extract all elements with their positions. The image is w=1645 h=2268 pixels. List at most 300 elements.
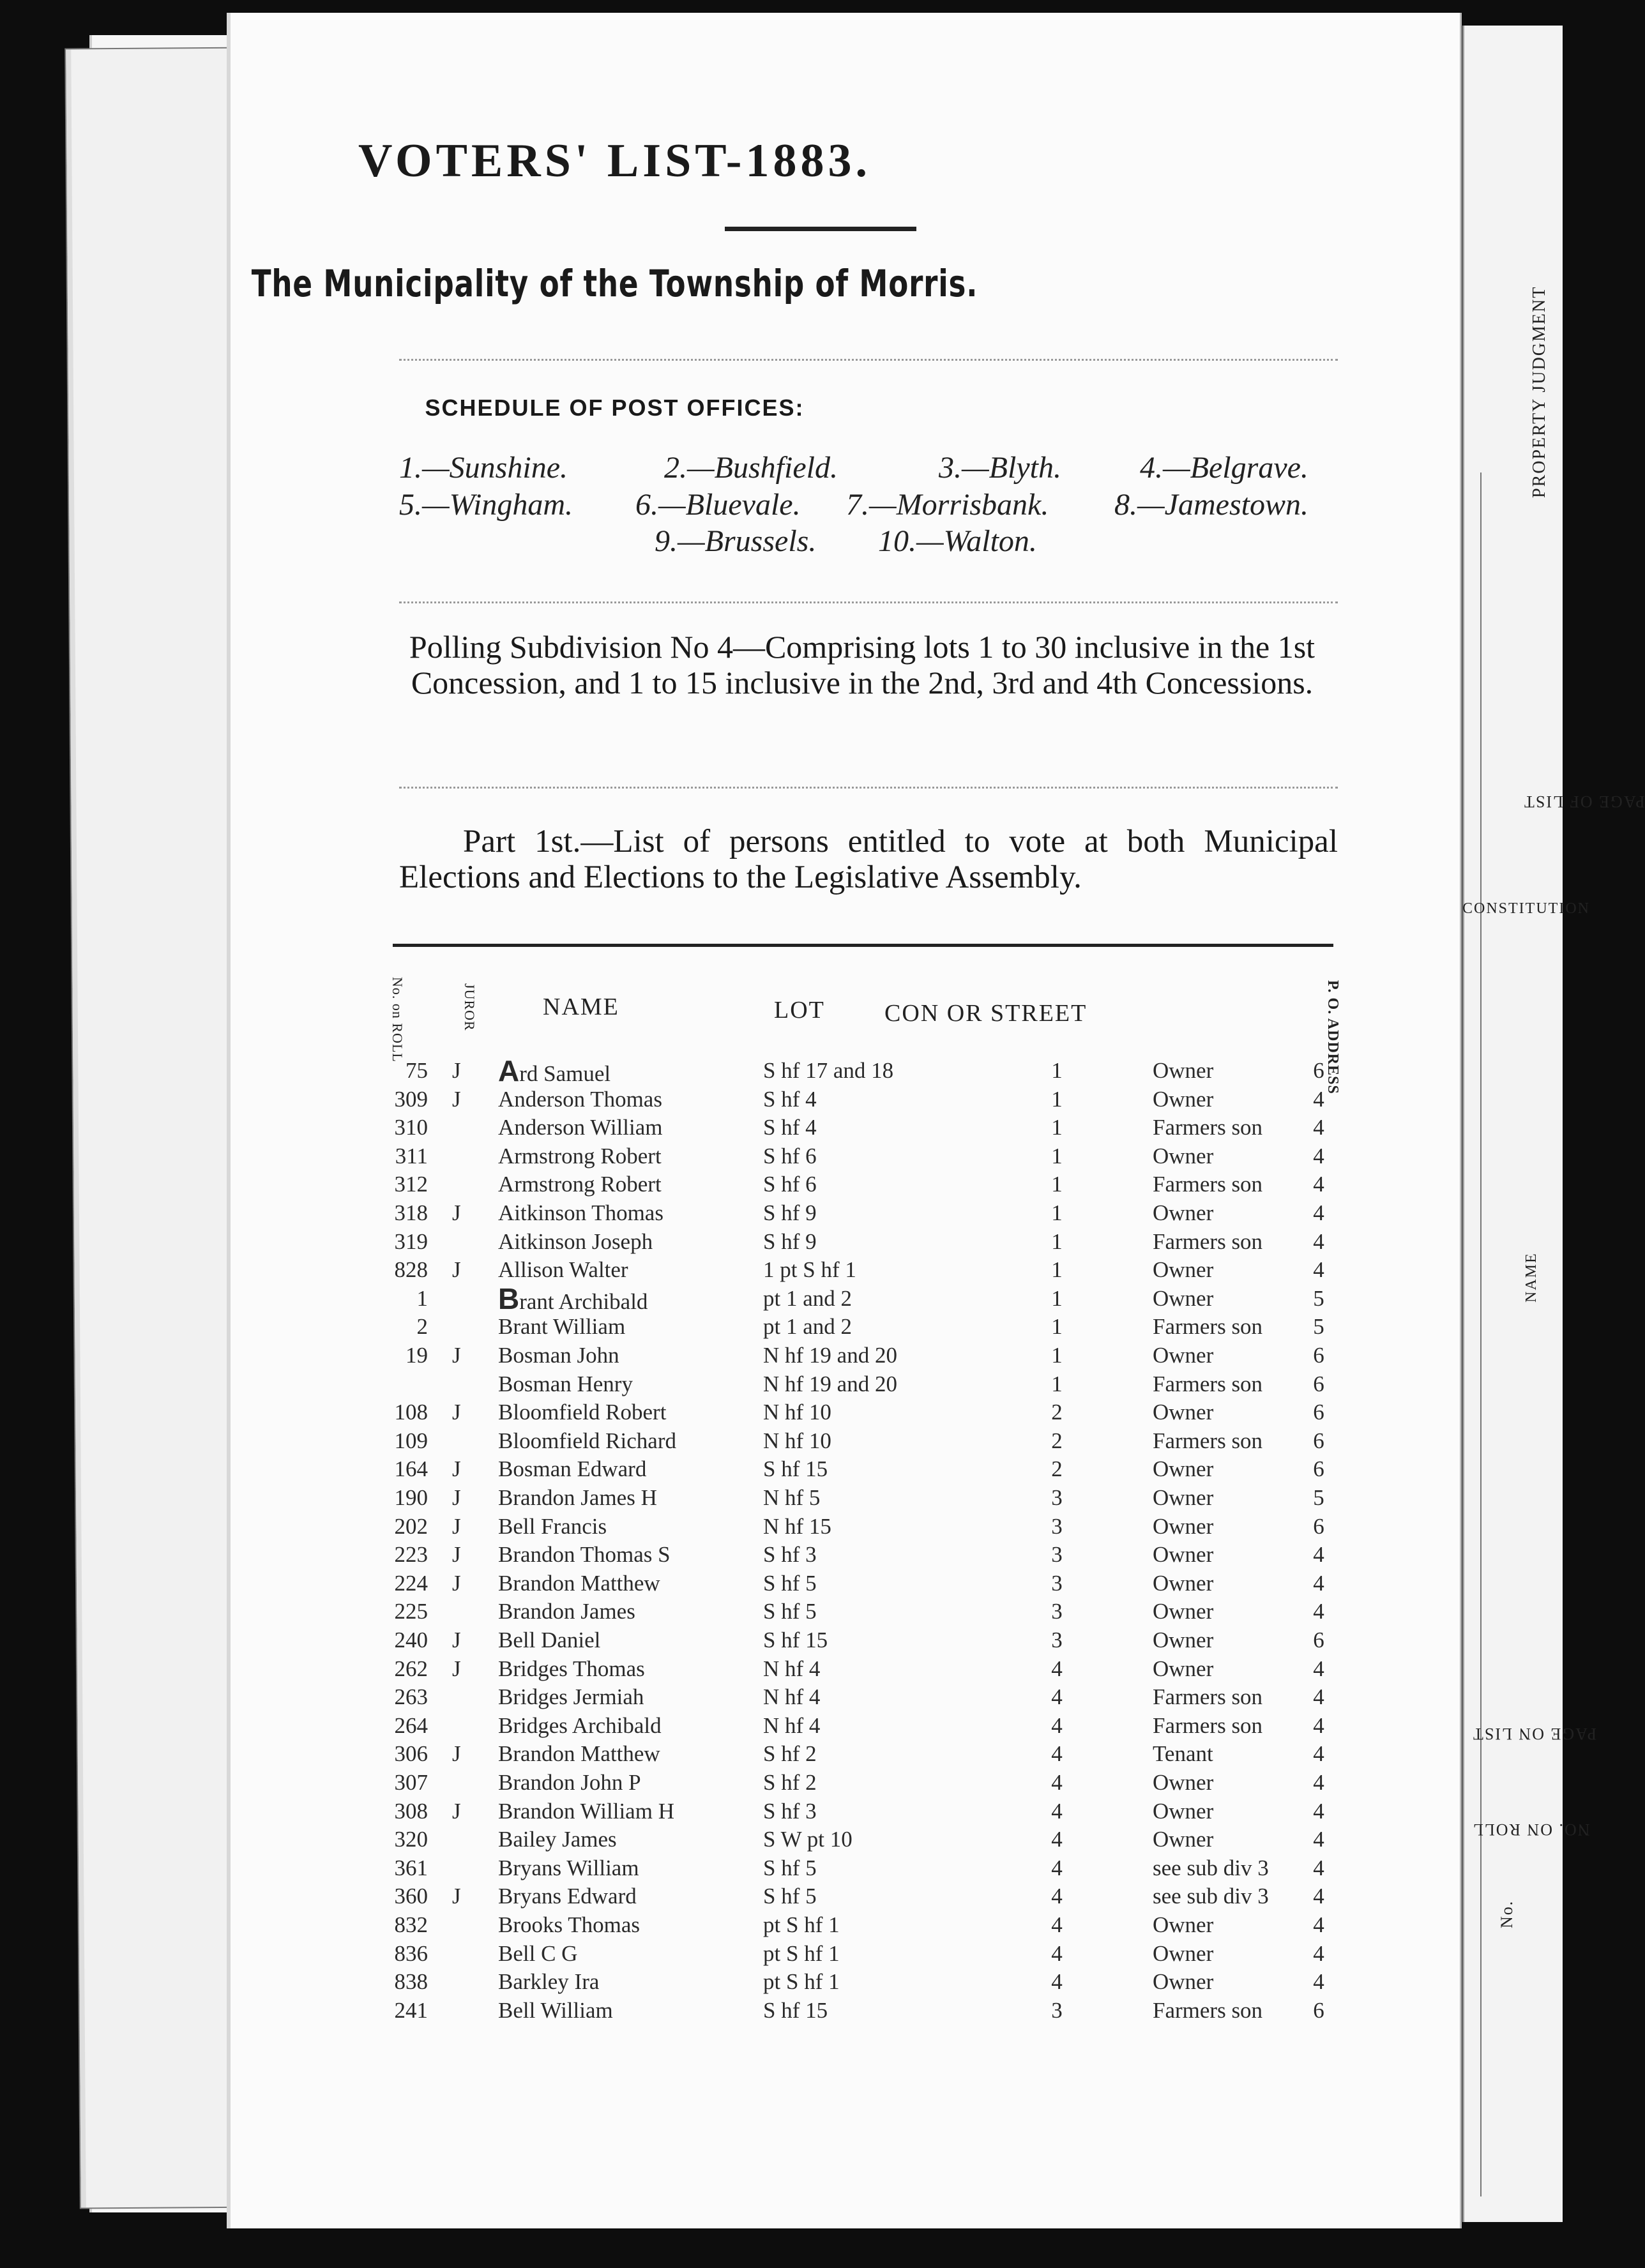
qualification-cell: see sub div 3 bbox=[1153, 1884, 1269, 1909]
polling-subdivision-text: Polling Subdivision No 4—Comprising lots 1 to 30 inclusive in the 1st Concession, and 1 to 15 inclusive in the 2nd, 3rd and 4th Concessions. bbox=[409, 629, 1315, 700]
roll-number-cell: 262 bbox=[394, 1656, 428, 1681]
table-row bbox=[0, 1683, 1324, 1711]
letter-initial: B bbox=[498, 1281, 520, 1315]
concession-cell: 1 bbox=[1051, 1200, 1063, 1225]
roll-number-cell: 2 bbox=[416, 1314, 428, 1340]
po-address-cell: 4 bbox=[1313, 1940, 1324, 1966]
name-cell bbox=[498, 1598, 635, 1626]
name-text: Bell Daniel bbox=[498, 1628, 601, 1652]
name-text: Brandon William H bbox=[498, 1798, 674, 1824]
name-text: Bell William bbox=[498, 1997, 613, 2023]
table-row bbox=[0, 1228, 1324, 1256]
adjacent-header-property: PROPERTY JUDGMENT bbox=[1529, 285, 1549, 498]
qualification-cell: Owner bbox=[1153, 1798, 1214, 1824]
name-cell bbox=[498, 1769, 641, 1797]
qualification-cell: Owner bbox=[1153, 1628, 1214, 1652]
concession-cell: 4 bbox=[1051, 1969, 1063, 1995]
table-row bbox=[0, 1797, 1324, 1826]
qualification-cell: Farmers son bbox=[1153, 1371, 1263, 1396]
post-office-6: 6.—Bluevale. bbox=[635, 488, 801, 522]
roll-number-cell: 838 bbox=[394, 1969, 428, 1995]
header-roll-no: No. on ROLL bbox=[390, 977, 406, 1062]
qualification-cell: Owner bbox=[1153, 1827, 1214, 1852]
concession-cell: 1 bbox=[1051, 1058, 1063, 1083]
po-address-cell: 6 bbox=[1313, 1400, 1324, 1425]
qualification-cell: Farmers son bbox=[1153, 1314, 1263, 1340]
name-cell bbox=[498, 1484, 657, 1512]
qualification-cell: Owner bbox=[1153, 1400, 1214, 1425]
name-cell bbox=[498, 1370, 633, 1398]
table-row bbox=[0, 1313, 1324, 1341]
juror-cell: J bbox=[452, 1058, 461, 1083]
po-address-cell: 4 bbox=[1313, 1172, 1324, 1197]
po-address-cell: 5 bbox=[1313, 1285, 1324, 1311]
name-text: Brandon James H bbox=[498, 1485, 657, 1510]
juror-cell: J bbox=[452, 1343, 461, 1368]
schedule-heading: SCHEDULE OF POST OFFICES: bbox=[425, 395, 805, 421]
post-office-9: 9.—Brussels. bbox=[655, 524, 817, 558]
lot-cell: S hf 6 bbox=[763, 1143, 817, 1168]
concession-cell: 3 bbox=[1051, 1997, 1063, 2023]
adjacent-page-on-list: PAGE ON LIST bbox=[1472, 1725, 1596, 1743]
concession-cell: 3 bbox=[1051, 1628, 1063, 1652]
lot-cell: N hf 5 bbox=[763, 1485, 821, 1510]
name-text: Brandon Matthew bbox=[498, 1570, 660, 1596]
adjacent-roll: NO. ON ROLL bbox=[1472, 1820, 1590, 1839]
concession-cell: 4 bbox=[1051, 1940, 1063, 1966]
name-text: Bloomfield Richard bbox=[498, 1428, 676, 1453]
qualification-cell: Farmers son bbox=[1153, 1172, 1263, 1197]
page-title: VOTERS' LIST-1883. bbox=[358, 135, 871, 187]
name-text: Bailey James bbox=[498, 1827, 617, 1852]
name-text: Brooks Thomas bbox=[498, 1912, 640, 1937]
juror-cell: J bbox=[452, 1485, 461, 1510]
po-address-cell: 4 bbox=[1313, 1798, 1324, 1824]
table-row bbox=[0, 1598, 1324, 1626]
name-text: Bosman Henry bbox=[498, 1371, 633, 1396]
concession-cell: 3 bbox=[1051, 1513, 1063, 1539]
lot-cell: S W pt 10 bbox=[763, 1827, 853, 1852]
name-text: Brandon John P bbox=[498, 1770, 641, 1795]
juror-cell: J bbox=[452, 1200, 461, 1225]
po-address-cell: 4 bbox=[1313, 1884, 1324, 1909]
lot-cell: S hf 4 bbox=[763, 1115, 817, 1140]
name-cell bbox=[498, 1940, 577, 1968]
name-cell bbox=[498, 1228, 653, 1256]
po-address-cell: 4 bbox=[1313, 1542, 1324, 1568]
po-address-cell: 6 bbox=[1313, 1343, 1324, 1368]
lot-cell: pt 1 and 2 bbox=[763, 1285, 853, 1311]
name-text: Armstrong Robert bbox=[498, 1143, 662, 1168]
qualification-cell: Owner bbox=[1153, 1456, 1214, 1482]
lot-cell: S hf 5 bbox=[763, 1884, 817, 1909]
name-cell bbox=[498, 1655, 645, 1683]
concession-cell: 4 bbox=[1051, 1656, 1063, 1681]
name-cell bbox=[498, 1199, 663, 1227]
roll-number-cell: 223 bbox=[394, 1542, 428, 1568]
po-address-cell: 6 bbox=[1313, 1371, 1324, 1396]
concession-cell: 1 bbox=[1051, 1371, 1063, 1396]
lot-cell: N hf 4 bbox=[763, 1712, 821, 1738]
name-text: rant Archibald bbox=[519, 1289, 648, 1314]
adjacent-page-rule bbox=[1480, 472, 1482, 2196]
roll-number-cell: 320 bbox=[394, 1827, 428, 1852]
concession-cell: 4 bbox=[1051, 1827, 1063, 1852]
header-po-address: P. O. ADDRESS bbox=[1324, 980, 1341, 1094]
qualification-cell: Owner bbox=[1153, 1143, 1214, 1168]
concession-cell: 1 bbox=[1051, 1314, 1063, 1340]
qualification-cell: Tenant bbox=[1153, 1741, 1213, 1767]
post-office-10: 10.—Walton. bbox=[878, 524, 1037, 558]
roll-number-cell: 318 bbox=[394, 1200, 428, 1225]
qualification-cell: Owner bbox=[1153, 1570, 1214, 1596]
lot-cell: S hf 5 bbox=[763, 1855, 817, 1880]
roll-number-cell: 108 bbox=[394, 1400, 428, 1425]
lot-cell: N hf 10 bbox=[763, 1428, 831, 1453]
concession-cell: 4 bbox=[1051, 1884, 1063, 1909]
post-office-3: 3.—Blyth. bbox=[939, 451, 1061, 485]
concession-cell: 1 bbox=[1051, 1172, 1063, 1197]
name-text: Bridges Archibald bbox=[498, 1712, 662, 1738]
qualification-cell: Owner bbox=[1153, 1058, 1214, 1083]
qualification-cell: Owner bbox=[1153, 1485, 1214, 1510]
roll-number-cell: 312 bbox=[394, 1172, 428, 1197]
roll-number-cell: 836 bbox=[394, 1940, 428, 1966]
po-address-cell: 4 bbox=[1313, 1570, 1324, 1596]
name-cell bbox=[498, 1281, 648, 1316]
concession-cell: 1 bbox=[1051, 1143, 1063, 1168]
roll-number-cell: 306 bbox=[394, 1741, 428, 1767]
concession-cell: 4 bbox=[1051, 1741, 1063, 1767]
table-row bbox=[0, 1626, 1324, 1654]
table-top-rule bbox=[393, 944, 1333, 947]
qualification-cell: Owner bbox=[1153, 1200, 1214, 1225]
post-office-2: 2.—Bushfield. bbox=[664, 451, 838, 485]
juror-cell: J bbox=[452, 1570, 461, 1596]
po-address-cell: 4 bbox=[1313, 1257, 1324, 1283]
lot-cell: S hf 15 bbox=[763, 1456, 828, 1482]
concession-cell: 3 bbox=[1051, 1599, 1063, 1624]
name-cell bbox=[498, 1626, 600, 1654]
lot-cell: S hf 2 bbox=[763, 1770, 817, 1795]
name-cell bbox=[498, 1455, 646, 1483]
lot-cell: 1 pt S hf 1 bbox=[763, 1257, 856, 1283]
lot-cell: pt S hf 1 bbox=[763, 1940, 840, 1966]
qualification-cell: Farmers son bbox=[1153, 1428, 1263, 1453]
post-office-8: 8.—Jamestown. bbox=[1114, 488, 1308, 522]
roll-number-cell: 311 bbox=[395, 1143, 428, 1168]
name-cell bbox=[498, 1342, 619, 1370]
name-text: Bridges Thomas bbox=[498, 1656, 645, 1681]
roll-number-cell: 224 bbox=[394, 1570, 428, 1596]
qualification-cell: Owner bbox=[1153, 1770, 1214, 1795]
lot-cell: S hf 3 bbox=[763, 1798, 817, 1824]
page-subtitle: The Municipality of the Township of Morris. bbox=[251, 262, 978, 305]
po-address-cell: 4 bbox=[1313, 1770, 1324, 1795]
po-address-cell: 4 bbox=[1313, 1143, 1324, 1168]
po-address-cell: 6 bbox=[1313, 1997, 1324, 2023]
concession-cell: 1 bbox=[1051, 1086, 1063, 1112]
qualification-cell: Owner bbox=[1153, 1343, 1214, 1368]
name-text: Aitkinson Joseph bbox=[498, 1228, 653, 1254]
name-text: Anderson William bbox=[498, 1115, 663, 1140]
lot-cell: S hf 15 bbox=[763, 1628, 828, 1652]
juror-cell: J bbox=[452, 1400, 461, 1425]
concession-cell: 2 bbox=[1051, 1456, 1063, 1482]
po-address-cell: 4 bbox=[1313, 1684, 1324, 1710]
name-cell bbox=[498, 1968, 599, 1996]
concession-cell: 2 bbox=[1051, 1428, 1063, 1453]
qualification-cell: Owner bbox=[1153, 1912, 1214, 1937]
concession-cell: 4 bbox=[1051, 1684, 1063, 1710]
concession-cell: 3 bbox=[1051, 1485, 1063, 1510]
roll-number-cell: 19 bbox=[406, 1343, 428, 1368]
roll-number-cell: 361 bbox=[394, 1855, 428, 1880]
po-address-cell: 4 bbox=[1313, 1827, 1324, 1852]
table-row bbox=[0, 1370, 1324, 1398]
table-row bbox=[0, 1769, 1324, 1797]
lot-cell: S hf 17 and 18 bbox=[763, 1058, 894, 1083]
adjacent-no: No. bbox=[1497, 1900, 1516, 1928]
concession-cell: 4 bbox=[1051, 1712, 1063, 1738]
name-text: Bryans William bbox=[498, 1855, 639, 1880]
table-row bbox=[0, 1940, 1324, 1968]
adjacent-header-page-of-list: PAGE OF LIST bbox=[1523, 792, 1645, 811]
divider-2 bbox=[399, 601, 1338, 603]
letter-initial: A bbox=[498, 1054, 520, 1087]
juror-cell: J bbox=[452, 1628, 461, 1652]
name-text: Barkley Ira bbox=[498, 1969, 600, 1995]
lot-cell: N hf 10 bbox=[763, 1400, 831, 1425]
table-row bbox=[0, 1455, 1324, 1483]
table-row bbox=[0, 1541, 1324, 1569]
po-address-cell: 6 bbox=[1313, 1428, 1324, 1453]
roll-number-cell: 202 bbox=[394, 1513, 428, 1539]
roll-number-cell: 832 bbox=[394, 1912, 428, 1937]
po-address-cell: 4 bbox=[1313, 1115, 1324, 1140]
divider-1 bbox=[399, 359, 1338, 361]
post-office-1: 1.—Sunshine. bbox=[399, 451, 568, 485]
concession-cell: 4 bbox=[1051, 1770, 1063, 1795]
po-address-cell: 4 bbox=[1313, 1086, 1324, 1112]
roll-number-cell: 264 bbox=[394, 1712, 428, 1738]
po-address-cell: 5 bbox=[1313, 1314, 1324, 1340]
qualification-cell: Owner bbox=[1153, 1513, 1214, 1539]
table-row bbox=[0, 1854, 1324, 1882]
roll-number-cell: 75 bbox=[406, 1058, 428, 1083]
name-cell bbox=[498, 1683, 644, 1711]
juror-cell: J bbox=[452, 1257, 461, 1283]
table-row bbox=[0, 1513, 1324, 1541]
qualification-cell: Owner bbox=[1153, 1656, 1214, 1681]
part-description: Part 1st.—List of persons entitled to vote at both Municipal Elections and Elections to the Legislative Assembly. bbox=[399, 824, 1338, 895]
table-row bbox=[0, 1199, 1324, 1227]
lot-cell: pt S hf 1 bbox=[763, 1969, 840, 1995]
name-text: Bosman John bbox=[498, 1343, 619, 1368]
table-row bbox=[0, 1142, 1324, 1170]
lot-cell: S hf 5 bbox=[763, 1570, 817, 1596]
lot-cell: S hf 15 bbox=[763, 1997, 828, 2023]
lot-cell: N hf 4 bbox=[763, 1656, 821, 1681]
juror-cell: J bbox=[452, 1656, 461, 1681]
name-cell bbox=[498, 1854, 639, 1882]
name-cell bbox=[498, 1569, 660, 1598]
table-row bbox=[0, 1281, 1324, 1315]
qualification-cell: Owner bbox=[1153, 1599, 1214, 1624]
qualification-cell: Farmers son bbox=[1153, 1997, 1263, 2023]
lot-cell: S hf 5 bbox=[763, 1599, 817, 1624]
roll-number-cell: 308 bbox=[394, 1798, 428, 1824]
table-row bbox=[0, 1170, 1324, 1198]
header-con-street: CON OR STREET bbox=[884, 1000, 1088, 1027]
post-office-7: 7.—Morrisbank. bbox=[846, 488, 1049, 522]
juror-cell: J bbox=[452, 1741, 461, 1767]
post-office-5: 5.—Wingham. bbox=[399, 488, 573, 522]
qualification-cell: Owner bbox=[1153, 1285, 1214, 1311]
roll-number-cell: 360 bbox=[394, 1884, 428, 1909]
table-row bbox=[0, 1054, 1324, 1087]
name-cell bbox=[498, 1085, 662, 1114]
name-text: Bridges Jermiah bbox=[498, 1684, 644, 1710]
lot-cell: S hf 2 bbox=[763, 1741, 817, 1767]
name-cell bbox=[498, 1712, 662, 1740]
juror-cell: J bbox=[452, 1542, 461, 1568]
qualification-cell: Owner bbox=[1153, 1542, 1214, 1568]
adjacent-name-label: NAME bbox=[1523, 1252, 1540, 1303]
concession-cell: 3 bbox=[1051, 1570, 1063, 1596]
concession-cell: 1 bbox=[1051, 1285, 1063, 1311]
table-row bbox=[0, 1569, 1324, 1598]
name-cell bbox=[498, 1797, 674, 1826]
juror-cell: J bbox=[452, 1798, 461, 1824]
po-address-cell: 4 bbox=[1313, 1912, 1324, 1937]
name-text: Anderson Thomas bbox=[498, 1086, 662, 1112]
po-address-cell: 4 bbox=[1313, 1855, 1324, 1880]
table-row bbox=[0, 1997, 1324, 2025]
table-row bbox=[0, 1740, 1324, 1768]
concession-cell: 2 bbox=[1051, 1400, 1063, 1425]
name-text: Brant William bbox=[498, 1314, 626, 1340]
lot-cell: N hf 19 and 20 bbox=[763, 1343, 897, 1368]
roll-number-cell: 190 bbox=[394, 1485, 428, 1510]
table-row bbox=[0, 1882, 1324, 1910]
adjacent-header-constitution: CONSTITUTION bbox=[1462, 900, 1590, 917]
table-row bbox=[0, 1655, 1324, 1683]
lot-cell: pt 1 and 2 bbox=[763, 1314, 853, 1340]
lot-cell: S hf 3 bbox=[763, 1542, 817, 1568]
name-cell bbox=[498, 1541, 671, 1569]
table-row bbox=[0, 1484, 1324, 1512]
concession-cell: 4 bbox=[1051, 1855, 1063, 1880]
table-row bbox=[0, 1826, 1324, 1854]
po-address-cell: 4 bbox=[1313, 1741, 1324, 1767]
name-cell bbox=[498, 1313, 625, 1341]
qualification-cell: Owner bbox=[1153, 1969, 1214, 1995]
roll-number-cell: 1 bbox=[416, 1285, 428, 1311]
concession-cell: 4 bbox=[1051, 1798, 1063, 1824]
po-address-cell: 4 bbox=[1313, 1712, 1324, 1738]
name-cell bbox=[498, 1170, 662, 1198]
lot-cell: pt S hf 1 bbox=[763, 1912, 840, 1937]
roll-number-cell: 828 bbox=[394, 1257, 428, 1283]
name-cell bbox=[498, 1256, 628, 1284]
name-text: Bloomfield Robert bbox=[498, 1400, 667, 1425]
juror-cell: J bbox=[452, 1884, 461, 1909]
name-text: Bosman Edward bbox=[498, 1456, 647, 1482]
table-row bbox=[0, 1911, 1324, 1939]
table-row bbox=[0, 1342, 1324, 1370]
roll-number-cell: 241 bbox=[394, 1997, 428, 2023]
lot-cell: S hf 6 bbox=[763, 1172, 817, 1197]
lot-cell: N hf 4 bbox=[763, 1684, 821, 1710]
po-address-cell: 6 bbox=[1313, 1513, 1324, 1539]
lot-cell: S hf 4 bbox=[763, 1086, 817, 1112]
name-text: Brandon James bbox=[498, 1599, 635, 1624]
qualification-cell: Owner bbox=[1153, 1257, 1214, 1283]
header-name: NAME bbox=[543, 994, 619, 1020]
name-text: Brandon Thomas S bbox=[498, 1542, 671, 1568]
title-rule bbox=[725, 227, 916, 231]
po-address-cell: 4 bbox=[1313, 1969, 1324, 1995]
name-text: Armstrong Robert bbox=[498, 1172, 662, 1197]
name-cell bbox=[498, 1114, 663, 1142]
roll-number-cell: 309 bbox=[394, 1086, 428, 1112]
name-text: Bryans Edward bbox=[498, 1884, 637, 1909]
name-text: Bell C G bbox=[498, 1940, 578, 1966]
concession-cell: 1 bbox=[1051, 1343, 1063, 1368]
header-juror: JUROR bbox=[462, 983, 478, 1031]
juror-cell: J bbox=[452, 1086, 461, 1112]
lot-cell: S hf 9 bbox=[763, 1228, 817, 1254]
name-cell bbox=[498, 1740, 660, 1768]
name-text: Aitkinson Thomas bbox=[498, 1200, 663, 1225]
qualification-cell: Owner bbox=[1153, 1940, 1214, 1966]
juror-cell: J bbox=[452, 1513, 461, 1539]
header-lot: LOT bbox=[774, 997, 825, 1024]
concession-cell: 1 bbox=[1051, 1228, 1063, 1254]
divider-3 bbox=[399, 787, 1338, 789]
lot-cell: N hf 19 and 20 bbox=[763, 1371, 897, 1396]
name-cell bbox=[498, 1427, 676, 1455]
name-cell bbox=[498, 1398, 666, 1426]
qualification-cell: Farmers son bbox=[1153, 1712, 1263, 1738]
qualification-cell: Farmers son bbox=[1153, 1684, 1263, 1710]
name-text: Brandon Matthew bbox=[498, 1741, 660, 1767]
name-cell bbox=[498, 1911, 640, 1939]
po-address-cell: 4 bbox=[1313, 1599, 1324, 1624]
concession-cell: 4 bbox=[1051, 1912, 1063, 1937]
juror-cell: J bbox=[452, 1456, 461, 1482]
lot-cell: N hf 15 bbox=[763, 1513, 831, 1539]
qualification-cell: Owner bbox=[1153, 1086, 1214, 1112]
po-address-cell: 6 bbox=[1313, 1058, 1324, 1083]
roll-number-cell: 263 bbox=[394, 1684, 428, 1710]
name-cell bbox=[498, 1054, 611, 1088]
table-row bbox=[0, 1968, 1324, 1996]
name-cell bbox=[498, 1997, 613, 2025]
po-address-cell: 6 bbox=[1313, 1628, 1324, 1652]
roll-number-cell: 319 bbox=[394, 1228, 428, 1254]
name-cell bbox=[498, 1513, 607, 1541]
name-cell bbox=[498, 1826, 617, 1854]
po-address-cell: 4 bbox=[1313, 1200, 1324, 1225]
roll-number-cell: 240 bbox=[394, 1628, 428, 1652]
table-row bbox=[0, 1114, 1324, 1142]
concession-cell: 1 bbox=[1051, 1257, 1063, 1283]
table-row bbox=[0, 1085, 1324, 1114]
post-office-4: 4.—Belgrave. bbox=[1140, 451, 1308, 485]
roll-number-cell: 225 bbox=[394, 1599, 428, 1624]
